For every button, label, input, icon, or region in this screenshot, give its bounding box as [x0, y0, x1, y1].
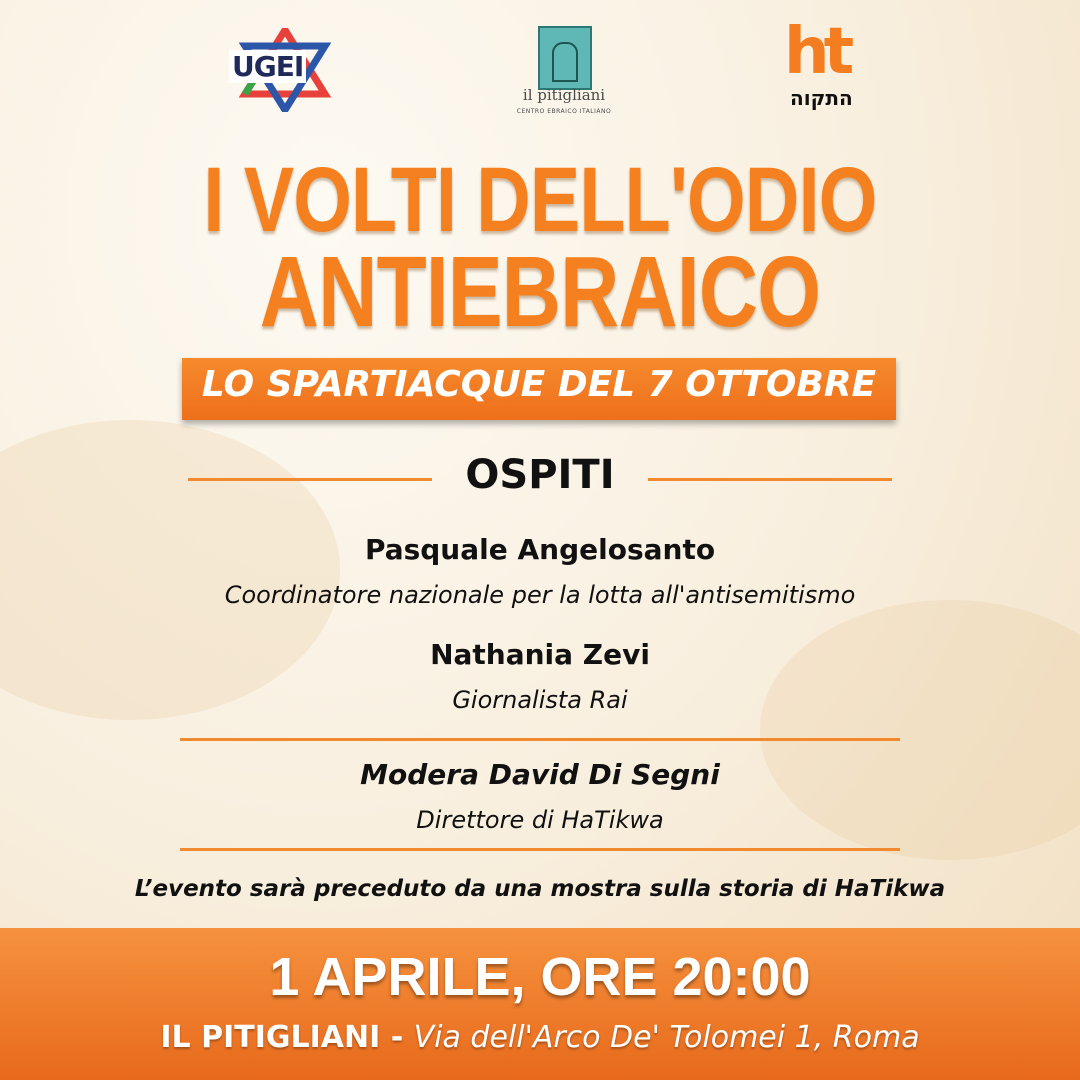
divider — [180, 848, 900, 851]
event-place — [0, 1020, 1080, 1055]
title-line-2: ANTIEBRAICO — [259, 236, 821, 348]
guest-role: Giornalista Rai — [452, 686, 628, 714]
footer-banner — [0, 928, 1080, 1080]
moderator-name: Modera David Di Segni — [360, 758, 720, 791]
title-line-1: I VOLTI DELL'ODIO — [203, 149, 877, 251]
ugei-logo — [215, 28, 345, 112]
hatikwa-hebrew: התקוה — [790, 86, 853, 110]
divider-right — [648, 478, 892, 481]
divider — [180, 738, 900, 741]
event-date: 1 APRILE, ORE 20:00 — [269, 947, 811, 1007]
subtitle-banner — [182, 358, 896, 420]
hatikwa-logo — [784, 15, 868, 112]
pitigliani-subtitle: CENTRO EBRAICO ITALIANO — [516, 108, 612, 115]
exhibition-note: L’evento sarà preceduto da una mostra sulla storia di HaTikwa — [134, 876, 946, 902]
guest-name: Pasquale Angelosanto — [364, 533, 716, 566]
pitigliani-emblem — [538, 26, 592, 90]
venue-name: IL PITIGLIANI — [160, 1020, 381, 1055]
venue-separator: - — [380, 1020, 414, 1055]
pitigliani-logo — [508, 26, 620, 122]
guest-role: Coordinatore nazionale per la lotta all'antisemitismo — [224, 581, 856, 609]
hatikwa-mark: ht — [784, 15, 849, 89]
venue-address: Via dell'Arco De' Tolomei 1, Roma — [413, 1020, 920, 1055]
moderator-role: Direttore di HaTikwa — [416, 806, 664, 834]
guest-name: Nathania Zevi — [430, 638, 650, 671]
pitigliani-name: il pitigliani — [522, 86, 606, 104]
divider-left — [188, 478, 432, 481]
ugei-logo-text: UGEI — [229, 50, 306, 83]
subtitle-text: LO SPARTIACQUE DEL 7 OTTOBRE — [201, 364, 877, 405]
guests-heading: OSPITI — [465, 452, 615, 498]
